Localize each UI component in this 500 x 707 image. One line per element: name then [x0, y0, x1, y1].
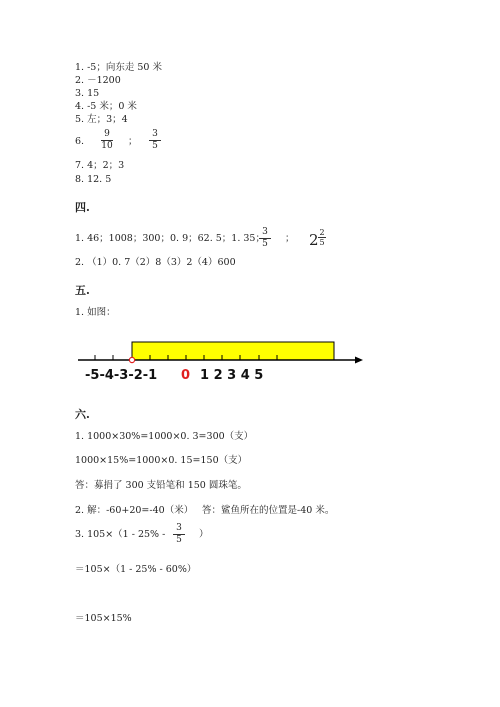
answer-6-3-close: ）	[199, 529, 209, 540]
fraction-numerator: 3	[152, 129, 158, 139]
fraction-denominator: 5	[262, 239, 268, 249]
answer-3-3: 3. 15	[75, 88, 100, 99]
answer-4-1: 1. 46；1008；300；0. 9；62. 5；1. 35；	[75, 233, 265, 244]
separator: ；	[285, 233, 295, 244]
number-line-figure	[73, 335, 365, 388]
fraction-denominator: 10	[101, 141, 113, 151]
answer-6-3-step2: ＝105×15%	[75, 613, 132, 624]
arrow-head-icon	[355, 357, 363, 364]
answer-6-3-step1: ＝105×（1 - 25% - 60%）	[75, 564, 197, 575]
fraction-denominator: 5	[152, 141, 158, 151]
answer-3-7: 7. 4；2；3	[75, 160, 125, 171]
fraction-numerator: 9	[104, 129, 110, 139]
fraction-numerator: 2	[319, 228, 325, 237]
fraction-3-5	[258, 227, 272, 250]
fraction-3-5	[172, 523, 186, 546]
mixed-number	[309, 228, 329, 250]
negative-labels: -5-4-3-2-1	[85, 368, 158, 383]
positive-labels: 1 2 3 4 5	[200, 368, 264, 383]
answer-5-1: 1. 如图：	[75, 307, 116, 318]
answer-6-3: 3. 105×（1 - 25% -	[75, 529, 166, 540]
answer-6-1: 1. 1000×30%=1000×0. 3=300（支）	[75, 431, 254, 442]
mixed-whole: 2	[309, 231, 319, 249]
fraction-denominator: 5	[319, 238, 325, 247]
fraction-numerator: 3	[262, 227, 268, 237]
section-heading-5: 五.	[75, 284, 90, 297]
answer-3-8: 8. 12. 5	[75, 174, 112, 185]
start-point-circle	[129, 357, 134, 362]
highlight-region	[132, 342, 334, 360]
fraction-denominator: 5	[176, 535, 182, 545]
number-line-svg	[73, 335, 365, 385]
fraction-numerator: 3	[176, 523, 182, 533]
answer-3-4: 4. -5 米；0 米	[75, 101, 137, 112]
answer-3-6-label: 6.	[75, 136, 85, 147]
fraction-9-10	[100, 129, 114, 152]
answer-6-1-b: 1000×15%=1000×0. 15=150（支）	[75, 455, 248, 466]
section-heading-4: 四.	[75, 201, 90, 214]
answer-6-1-conclusion: 答：募捐了 300 支铅笔和 150 圆珠笔。	[75, 480, 247, 491]
mixed-fraction	[318, 228, 326, 247]
answer-6-2: 2. 解：-60+20=-40（米）	[75, 505, 194, 516]
separator: ；	[128, 136, 138, 147]
answer-6-2-conclusion: 答：鲨鱼所在的位置是-40 米。	[202, 505, 335, 516]
answer-3-2: 2. －1200	[75, 75, 121, 86]
answer-3-5: 5. 左；3；4	[75, 114, 128, 125]
zero-label: 0	[181, 368, 191, 383]
answer-4-2: 2. （1）0. 7（2）8（3）2（4）600	[75, 257, 236, 268]
section-heading-6: 六.	[75, 408, 90, 421]
answer-3-1: 1. -5；向东走 50 米	[75, 62, 162, 73]
fraction-3-5	[148, 129, 162, 152]
